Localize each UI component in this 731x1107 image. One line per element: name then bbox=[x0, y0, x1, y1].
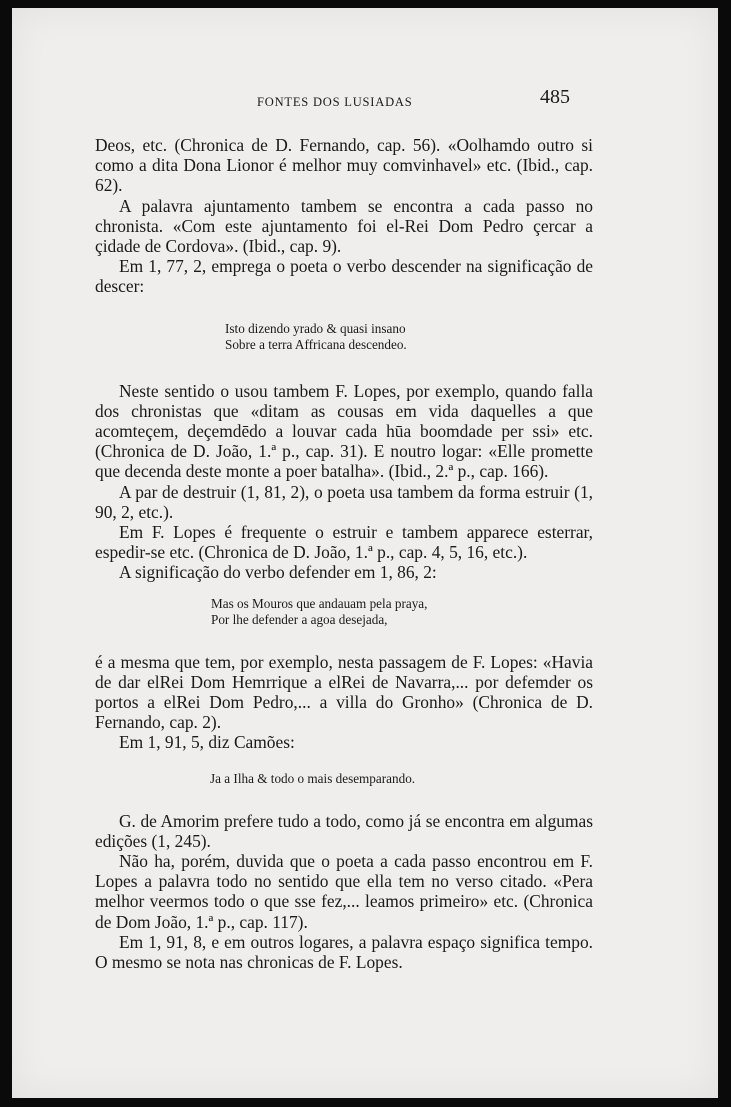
running-title: FONTES DOS LUSIADAS bbox=[257, 95, 413, 109]
paragraph: Em 1, 91, 5, diz Camões: bbox=[119, 732, 295, 753]
paragraph: Neste sentido o usou tambem F. Lopes, por exemplo, quando falla dos chronistas que «ditam as cousas em vida daquelles a que acomteçem, deçemdēdo a louvar cada hūa boomdade per ssi» etc. (Chronica de D. João, 1.ª p., cap. 31). E noutro logar: «Elle promette que decenda deste monte a poer batalha». (Ibid., 2.ª p., cap. 166). bbox=[95, 380, 593, 482]
verse-quote bbox=[210, 771, 593, 787]
verse-line: Sobre a terra Affricana descendeo. bbox=[225, 336, 407, 352]
verse-quote bbox=[211, 596, 593, 628]
paragraph: Em F. Lopes é frequente o estruir e tambem apparece esterrar, espedir-se etc. (Chronica de D. João, 1.ª p., cap. 4, 5, 16, etc.). bbox=[95, 522, 593, 563]
verse-line: Por lhe defender a agoa desejada, bbox=[211, 611, 388, 627]
body-text bbox=[95, 135, 593, 972]
paragraph: Em 1, 91, 8, e em outros logares, a palavra espaço significa tempo. O mesmo se nota nas chronicas de F. Lopes. bbox=[95, 931, 593, 973]
paragraph: A par de destruir (1, 81, 2), o poeta usa tambem da forma estruir (1, 90, 2, etc.). bbox=[95, 481, 593, 522]
paragraph: Em 1, 77, 2, emprega o poeta o verbo descender na significação de descer: bbox=[95, 256, 593, 297]
verse-line: Mas os Mouros que andauam pela praya, bbox=[211, 595, 428, 611]
paragraph: A palavra ajuntamento tambem se encontra a cada passo no chronista. «Com este ajuntamento foi el-Rei Dom Pedro çercar a çidade de Cordova». (Ibid., cap. 9). bbox=[95, 195, 593, 257]
paragraph: G. de Amorim prefere tudo a todo, como já se encontra em algumas edições (1, 245). bbox=[95, 810, 593, 851]
verse-line: Isto dizendo yrado & quasi insano bbox=[225, 320, 406, 336]
paragraph: é a mesma que tem, por exemplo, nesta passagem de F. Lopes: «Havia de dar elRei Dom Hemrrique a elRei de Navarra,... por defemder os portos a elRei Dom Pedro,... a villa do Gronho» (Chronica de D. Fernando, cap. 2). bbox=[95, 651, 593, 733]
book-page bbox=[12, 8, 718, 1098]
paragraph: Não ha, porém, duvida que o poeta a cada passo encontrou em F. Lopes a palavra todo no sentido que ella tem no verso citado. «Pera melhor veermos todo o que sse fez,... leamos primeiro» etc. (Chronica de Dom João, 1.ª p., cap. 117). bbox=[95, 851, 593, 932]
verse-line: Ja a Ilha & todo o mais desemparando. bbox=[210, 770, 416, 786]
verse-quote bbox=[225, 321, 593, 353]
page-number: 485 bbox=[540, 86, 570, 108]
paragraph: A significação do verbo defender em 1, 86, 2: bbox=[119, 562, 437, 583]
paragraph: Deos, etc. (Chronica de D. Fernando, cap. 56). «Oolhamdo outro si como a dita Dona Lionor é melhor muy comvinhavel» etc. (Ibid., cap. 62). bbox=[95, 135, 593, 196]
